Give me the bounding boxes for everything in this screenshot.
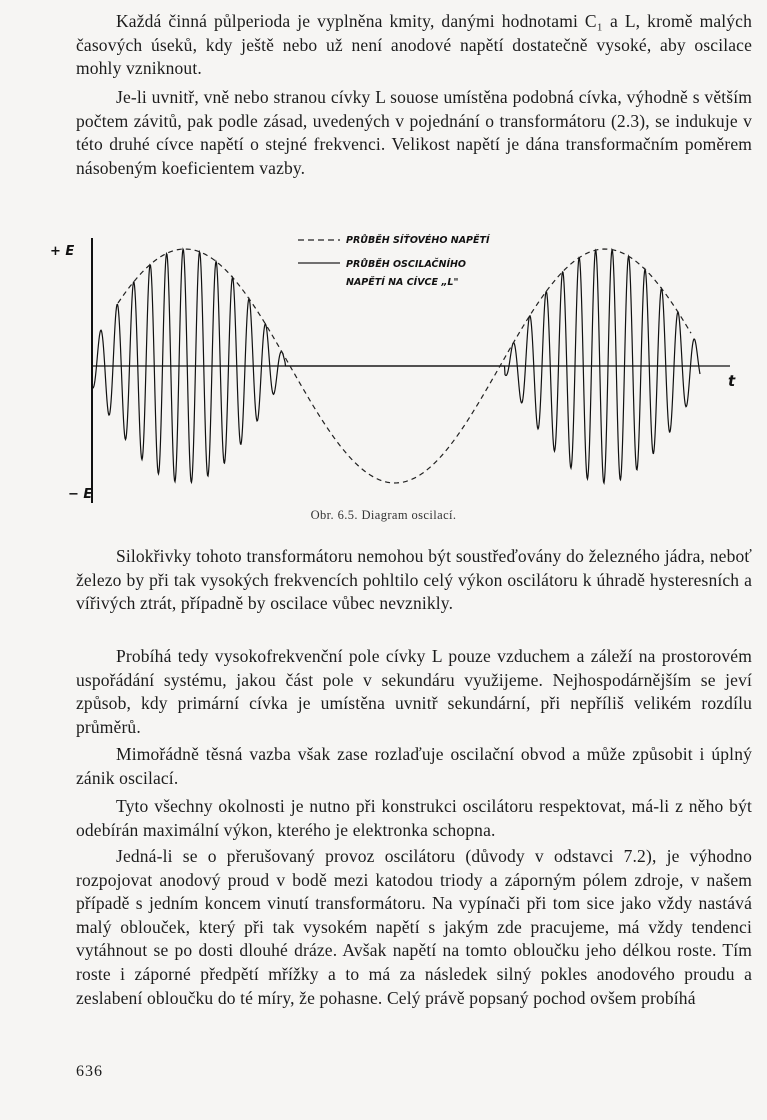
x-axis-label: t [728, 372, 736, 390]
paragraph-7 [76, 845, 752, 1010]
y-axis-bottom-label: − E [68, 487, 93, 502]
paragraph-1-text: Každá činná půlperioda je vyplněna kmity, danými hodnotami C₁ a L, kromě malých časových úseků, kdy ještě nebo už není anodové napětí dostatečně vysoké, aby oscilace mohly vzniknout. [76, 11, 752, 79]
paragraph-6 [76, 795, 752, 842]
paragraph-5 [76, 743, 752, 790]
legend-dashed-label: PRŮBĚH SÍŤOVÉHO NAPĚTÍ [346, 235, 490, 246]
paragraph-3-text: Silokřivky tohoto transformátoru nemohou být soustřeďovány do železného jádra, neboť železo by při tak vysokých frekvencích pohltilo celý výkon oscilátoru k úhradě hysteresních a vířivých ztrát, případně by oscilace vůbec nevznikly. [76, 546, 752, 614]
figure-caption: Obr. 6.5. Diagram oscilací. [310, 508, 457, 522]
y-axis-top-label: + E [50, 244, 75, 259]
legend-solid-label-line2: NAPĚTÍ NA CÍVCE „L" [346, 277, 459, 288]
paragraph-2 [76, 86, 752, 180]
paragraph-3 [76, 545, 752, 616]
paragraph-7-text: Jedná-li se o přerušovaný provoz oscilátoru (důvody v odstavci 7.2), je výhodno rozpojovat anodový proud v bodě mezi katodou triody a záporným pólem zdroje, v našem případě s jedním koncem vinutí transformátoru. Na vypínači při tom sice jako vždy nastává malý oblouček, který při tak vysokém napětí s jakým zde pracujeme, má vždy tendenci vytáhnout se po dosti dlouhé dráze. Avšak napětí na tomto obloučku jeho délkou roste. Tím roste i záporné předpětí mřížky a to má za následek silný pokles anodového proudu a zeslabení obloučku do té míry, že pohasne. Celý právě popsaný pochod ovšem probíhá [76, 846, 752, 1008]
paragraph-1 [76, 10, 752, 81]
paragraph-5-text: Mimořádně těsná vazba však zase rozlaďuje oscilační obvod a může způsobit i úplný zánik oscilací. [76, 744, 752, 788]
legend-solid-label-line1: PRŮBĚH OSCILAČNÍHO [346, 259, 467, 270]
oscillation-diagram [40, 218, 760, 518]
paragraph-4-text: Probíhá tedy vysokofrekvenční pole cívky L pouze vzduchem a záleží na prostorovém uspořádání systému, jakou část pole v sekundáru využijeme. Nejhospodárnějším se jeví způsob, kdy primární cívka je umístěna uvnitř sekundární, při nepříliš velikém rozdílu průměrů. [76, 646, 752, 737]
paragraph-4 [76, 645, 752, 739]
paragraph-6-text: Tyto všechny okolnosti je nutno při konstrukci oscilátoru respektovat, má-li z něho být odebírán maximální výkon, kterého je elektronka schopna. [76, 796, 752, 840]
paragraph-2-text: Je-li uvnitř, vně nebo stranou cívky L souose umístěna podobná cívka, výhodně s větším počtem závitů, pak podle zásad, uvedených v pojednání o transformátoru (2.3), se indukuje v této druhé cívce napětí o stejné frekvenci. Velikost napětí je dána transformačním poměrem násobeným koeficientem vazby. [76, 87, 752, 178]
page-number: 636 [76, 1063, 103, 1080]
